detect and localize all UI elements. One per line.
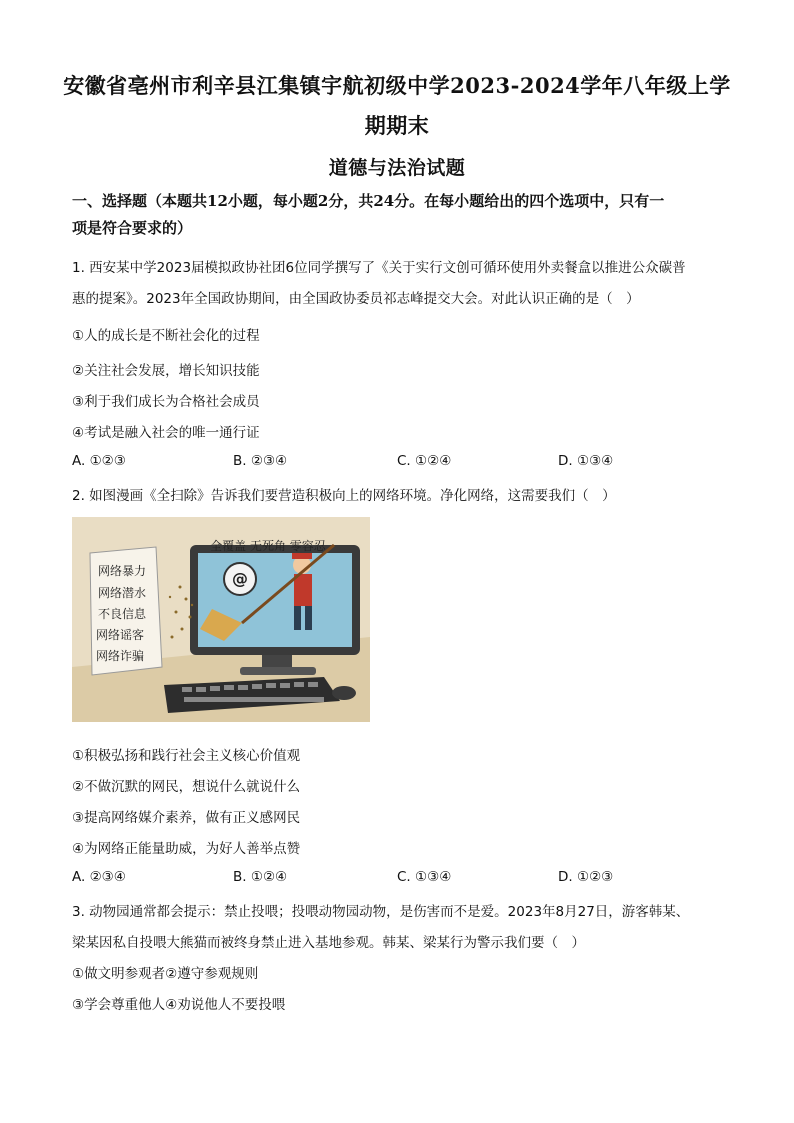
q1-option-c[interactable]: C. ①②④ xyxy=(397,453,452,469)
cartoon-banner: 全覆盖 无死角 零容忍 xyxy=(210,539,326,553)
q1-item: ④考试是融入社会的唯一通行证 xyxy=(72,425,260,441)
q2-stem: 2. 如图漫画《全扫除》告诉我们要营造积极向上的网络环境。净化网络，这需要我们（ ） xyxy=(72,488,616,504)
cartoon-label: 不良信息 xyxy=(98,607,147,621)
q2-item: ④为网络正能量助威，为好人善举点赞 xyxy=(72,841,301,857)
cartoon-label: 网络诈骗 xyxy=(96,649,145,663)
q2-option-b[interactable]: B. ①②④ xyxy=(233,869,288,885)
q1-item: ③利于我们成长为合格社会成员 xyxy=(72,394,260,410)
q1-item: ②关注社会发展，增长知识技能 xyxy=(72,363,260,379)
cartoon-label: 网络潜水 xyxy=(98,586,147,600)
section-heading-line2: 项是符合要求的） xyxy=(72,219,193,237)
q1-option-d[interactable]: D. ①③④ xyxy=(558,453,614,469)
q2-item: ③提高网络媒介素养，做有正义感网民 xyxy=(72,810,301,826)
q1-item: ①人的成长是不断社会化的过程 xyxy=(72,328,260,344)
section-heading xyxy=(72,188,722,242)
exam-title-line1: 安徽省亳州市利辛县江集镇宇航初级中学2023-2024学年八年级上学 xyxy=(63,73,731,98)
q3-stem-line1: 3. 动物园通常都会提示：禁止投喂；投喂动物园动物，是伤害而不是爱。2023年8月27日，游客韩某、 xyxy=(72,904,690,920)
q1-stem-line2: 惠的提案》。2023年全国政协期间，由全国政协委员祁志峰提交大会。对此认识正确的是（ ） xyxy=(72,291,640,307)
exam-title-line2: 期期末 xyxy=(364,113,430,138)
exam-subject: 道德与法治试题 xyxy=(328,157,466,179)
cartoon-label: 网络暴力 xyxy=(98,564,147,578)
q2-option-c[interactable]: C. ①③④ xyxy=(397,869,452,885)
at-symbol-icon: @ xyxy=(232,569,248,588)
q2-option-d[interactable]: D. ①②③ xyxy=(558,869,614,885)
q3-stem-line2: 梁某因私自投喂大熊猫而被终身禁止进入基地参观。韩某、梁某行为警示我们要（ ） xyxy=(72,935,585,951)
q3-item: ①做文明参观者②遵守参观规则 xyxy=(72,966,259,982)
q2-item: ②不做沉默的网民，想说什么就说什么 xyxy=(72,779,301,795)
cartoon-image xyxy=(72,517,370,722)
section-heading-line1: 一、选择题（本题共12小题，每小题2分，共24分。在每小题给出的四个选项中，只有一 xyxy=(72,192,665,210)
q1-option-a[interactable]: A. ①②③ xyxy=(72,453,126,469)
q2-item: ①积极弘扬和践行社会主义核心价值观 xyxy=(72,748,301,764)
q3-item: ③学会尊重他人④劝说他人不要投喂 xyxy=(72,997,286,1013)
q1-option-b[interactable]: B. ②③④ xyxy=(233,453,288,469)
cartoon-label: 网络谣客 xyxy=(96,628,145,642)
q1-stem-line1: 1. 西安某中学2023届模拟政协社团6位同学撰写了《关于实行文创可循环使用外卖餐盒以推进公众碳普 xyxy=(72,260,686,276)
q2-option-a[interactable]: A. ②③④ xyxy=(72,869,126,885)
